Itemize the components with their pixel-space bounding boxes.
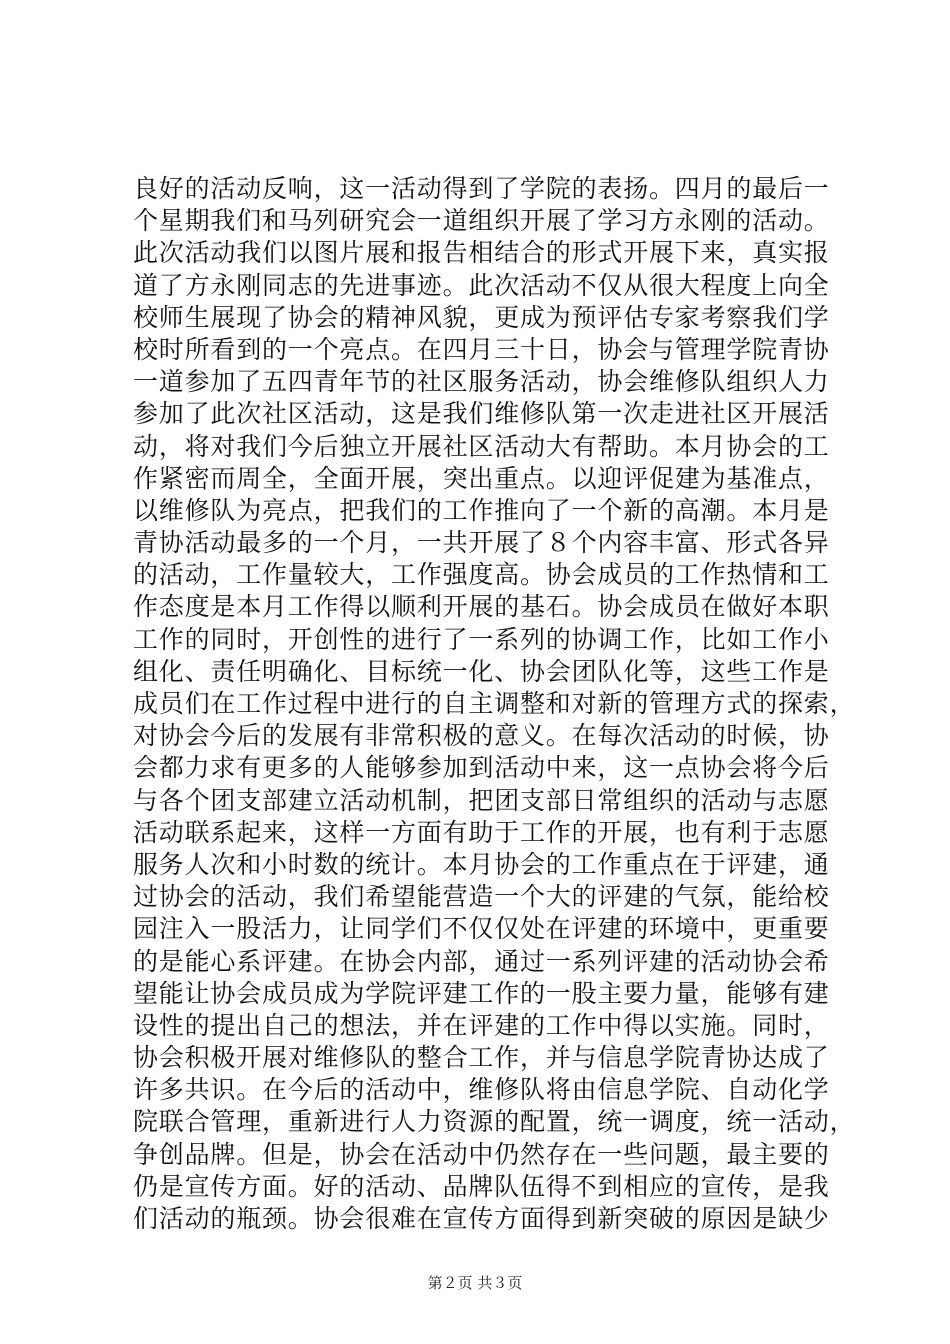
text-line: 与各个团支部建立活动机制，把团支部日常组织的活动与志愿 (133, 785, 830, 815)
text-line: 望能让协会成员成为学院评建工作的一股主要力量，能够有建 (133, 978, 830, 1008)
page-number-footer: 第２页 共３页 (427, 1274, 523, 1292)
text-line: 过协会的活动，我们希望能营造一个大的评建的气氛，能给校 (133, 882, 830, 912)
text-line: 作紧密而周全，全面开展，突出重点。以迎评促建为基准点， (133, 463, 830, 493)
text-line: 道了方永刚同志的先进事迹。此次活动不仅从很大程度上向全 (133, 270, 830, 300)
text-line: 此次活动我们以图片展和报告相结合的形式开展下来，真实报 (133, 238, 830, 268)
text-line: 的活动，工作量较大，工作强度高。协会成员的工作热情和工 (133, 560, 830, 590)
text-line: 工作的同时，开创性的进行了一系列的协调工作，比如工作小 (133, 624, 830, 654)
text-line: 许多共识。在今后的活动中，维修队将由信息学院、自动化学 (133, 1075, 830, 1105)
text-line: 校时所看到的一个亮点。在四月三十日，协会与管理学院青协 (133, 334, 830, 364)
text-line: 一道参加了五四青年节的社区服务活动，协会维修队组织人力 (133, 367, 830, 397)
text-line: 成员们在工作过程中进行的自主调整和对新的管理方式的探索， (133, 689, 856, 718)
text-line: 良好的活动反响，这一活动得到了学院的表扬。四月的最后一 (133, 174, 830, 203)
text-line: 对协会今后的发展有非常积极的意义。在每次活动的时候，协 (133, 721, 830, 751)
text-line: 争创品牌。但是，协会在活动中仍然存在一些问题，最主要的 (133, 1139, 830, 1169)
text-line: 园注入一股活力，让同学们不仅仅处在评建的环境中，更重要 (133, 914, 830, 944)
text-line: 会都力求有更多的人能够参加到活动中来，这一点协会将今后 (133, 753, 830, 783)
text-line: 校师生展现了协会的精神风貌，更成为预评估专家考察我们学 (133, 302, 830, 332)
text-line: 设性的提出自己的想法，并在评建的工作中得以实施。同时， (133, 1010, 830, 1040)
text-line: 协会积极开展对维修队的整合工作，并与信息学院青协达成了 (133, 1043, 830, 1073)
text-line: 组化、责任明确化、目标统一化、协会团队化等，这些工作是 (133, 656, 830, 686)
text-line: 们活动的瓶颈。协会很难在宣传方面得到新突破的原因是缺少 (133, 1204, 830, 1233)
text-line: 个星期我们和马列研究会一道组织开展了学习方永刚的活动。 (133, 206, 830, 236)
text-line: 活动联系起来，这样一方面有助于工作的开展，也有利于志愿 (133, 817, 830, 847)
text-line: 仍是宣传方面。好的活动、品牌队伍得不到相应的宣传，是我 (133, 1171, 830, 1201)
text-line: 作态度是本月工作得以顺利开展的基石。协会成员在做好本职 (133, 592, 830, 622)
text-line: 动，将对我们今后独立开展社区活动大有帮助。本月协会的工 (133, 431, 830, 461)
text-line: 服务人次和小时数的统计。本月协会的工作重点在于评建，通 (133, 849, 830, 879)
text-line: 青协活动最多的一个月，一共开展了８个内容丰富、形式各异 (133, 528, 830, 558)
text-line: 院联合管理，重新进行人力资源的配置，统一调度，统一活动， (133, 1107, 856, 1137)
text-line: 以维修队为亮点，把我们的工作推向了一个新的高潮。本月是 (133, 495, 830, 525)
text-line: 参加了此次社区活动，这是我们维修队第一次走进社区开展活 (133, 399, 830, 429)
body-text (133, 173, 856, 1235)
text-line: 的是能心系评建。在协会内部，通过一系列评建的活动协会希 (133, 946, 830, 976)
